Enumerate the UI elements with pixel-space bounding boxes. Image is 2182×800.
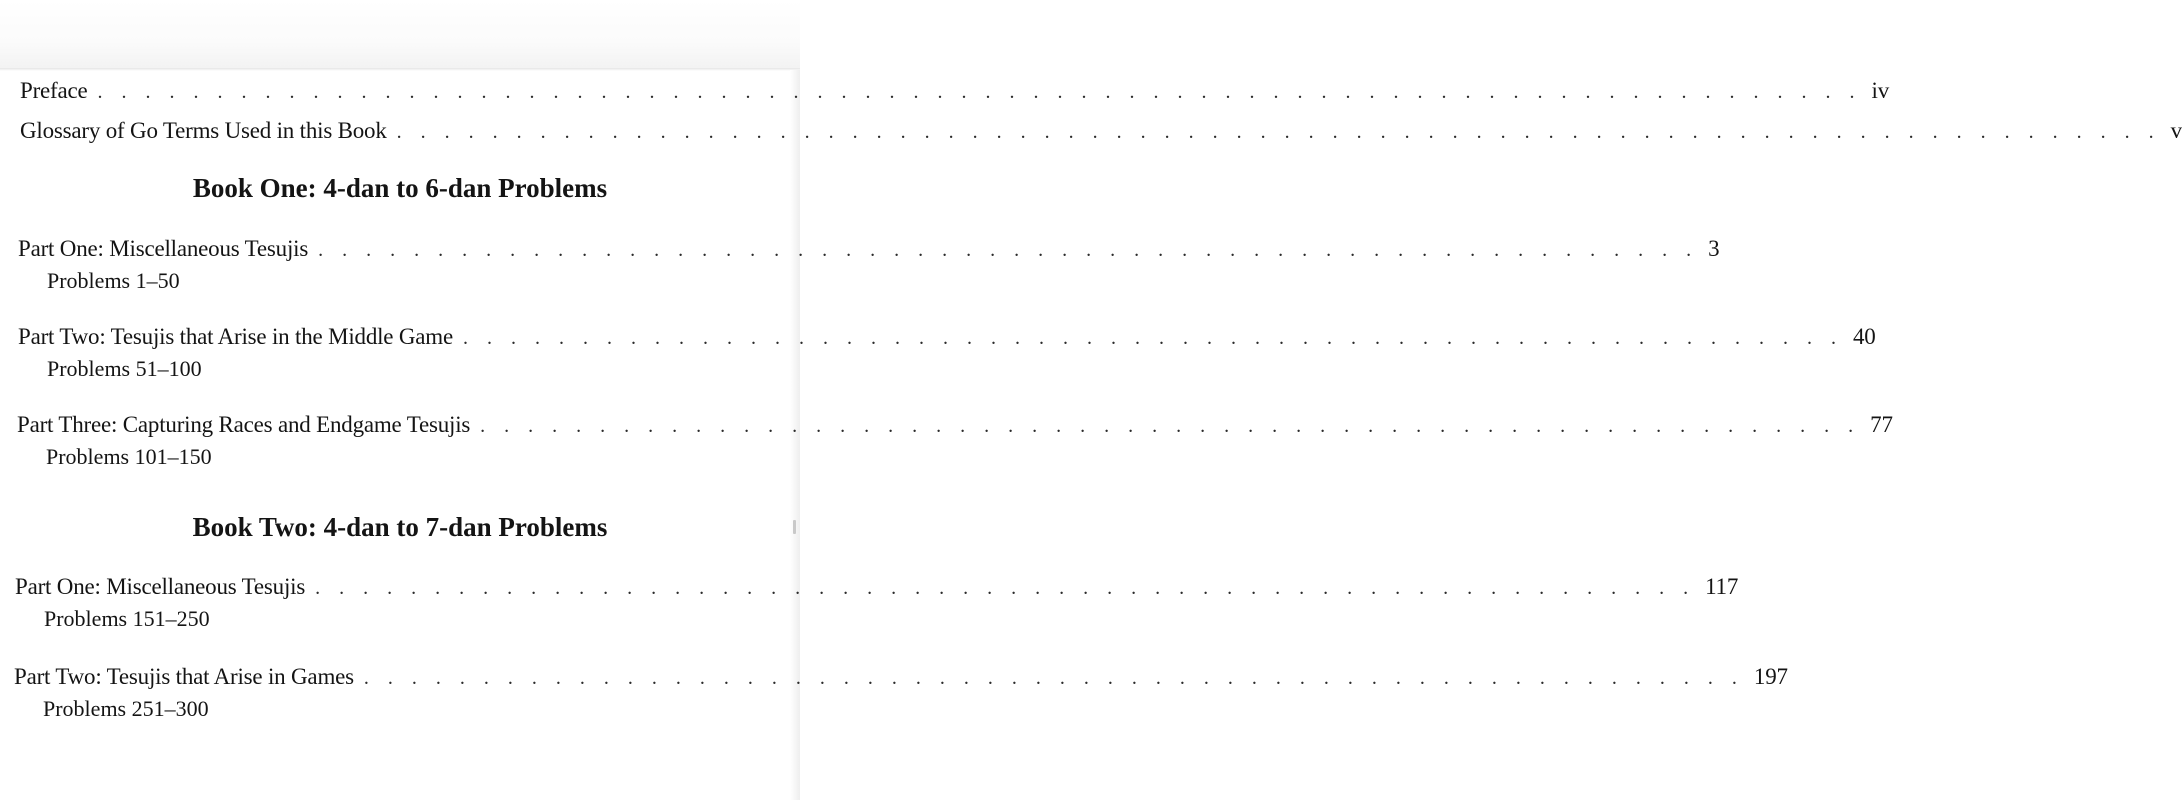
leader-dots: . . . . . . . . . . . . . . . . . . . . . . . . . . . . . . . . . . . . . . . . . . . . . . . . . . . . . . . . . . <box>315 577 1696 599</box>
toc-entry-book1-part3[interactable] <box>17 412 1893 438</box>
toc-entry-page: iv <box>1871 78 1890 103</box>
toc-entry-page: v <box>2170 118 2182 143</box>
book-two-heading: Book Two: 4-dan to 7-dan Problems <box>192 512 608 542</box>
toc-entry-label: Part One: Miscellaneous Tesujis <box>15 574 306 599</box>
leader-dots: . . . . . . . . . . . . . . . . . . . . . . . . . . . . . . . . . . . . . . . . . . . . . . . . . . . . . . . . . . . . . . . . . . . . . . . . . . <box>396 121 2161 143</box>
scan-shadow <box>0 68 800 71</box>
toc-entry-page: 3 <box>1708 236 1720 261</box>
toc-problems-range: Problems 101–150 <box>46 444 212 469</box>
toc-entry-label: Part Three: Capturing Races and Endgame Tesujis <box>17 412 471 437</box>
toc-entry-label: Preface <box>20 78 88 103</box>
toc-problems-range: Problems 1–50 <box>47 268 180 293</box>
leader-dots: . . . . . . . . . . . . . . . . . . . . . . . . . . . . . . . . . . . . . . . . . . . . . . . . . . . . . . . . . . <box>318 239 1699 261</box>
toc-entry-glossary[interactable] <box>20 118 2182 144</box>
toc-entry-page: 197 <box>1753 664 1788 689</box>
leader-dots: . . . . . . . . . . . . . . . . . . . . . . . . . . . . . . . . . . . . . . . . . . . . . . . . . . . . . . . . . . . . . . . . . . . . . . . . . . <box>97 81 1862 103</box>
toc-problems-range: Problems 51–100 <box>47 356 202 381</box>
toc-entry-page: 117 <box>1705 574 1739 599</box>
toc-problems-range: Problems 151–250 <box>44 606 210 631</box>
toc-entry-label: Glossary of Go Terms Used in this Book <box>20 118 387 143</box>
toc-entry-page: 77 <box>1870 412 1893 437</box>
toc-entry-book1-part2[interactable] <box>18 324 1876 350</box>
toc-entry-book2-part1[interactable] <box>15 574 1739 600</box>
toc-entry-book2-part2[interactable] <box>14 664 1788 690</box>
page-top-margin <box>0 0 800 70</box>
toc-entry-label: Part Two: Tesujis that Arise in Games <box>14 664 354 689</box>
leader-dots: . . . . . . . . . . . . . . . . . . . . . . . . . . . . . . . . . . . . . . . . . . . . . . . . . . . . . . . . . . <box>462 327 1843 349</box>
toc-entry-page: 40 <box>1852 324 1876 349</box>
toc-entry-preface[interactable] <box>20 78 1890 104</box>
toc-problems-range: Problems 251–300 <box>43 696 209 721</box>
leader-dots: . . . . . . . . . . . . . . . . . . . . . . . . . . . . . . . . . . . . . . . . . . . . . . . . . . . . . . . . . . <box>363 667 1744 689</box>
leader-dots: . . . . . . . . . . . . . . . . . . . . . . . . . . . . . . . . . . . . . . . . . . . . . . . . . . . . . . . . . . <box>480 415 1861 437</box>
toc-entry-label: Part One: Miscellaneous Tesujis <box>18 236 309 261</box>
book-one-heading: Book One: 4-dan to 6-dan Problems <box>192 173 608 203</box>
toc-entry-label: Part Two: Tesujis that Arise in the Middle Game <box>18 324 453 349</box>
toc-entry-book1-part1[interactable] <box>18 236 1720 262</box>
